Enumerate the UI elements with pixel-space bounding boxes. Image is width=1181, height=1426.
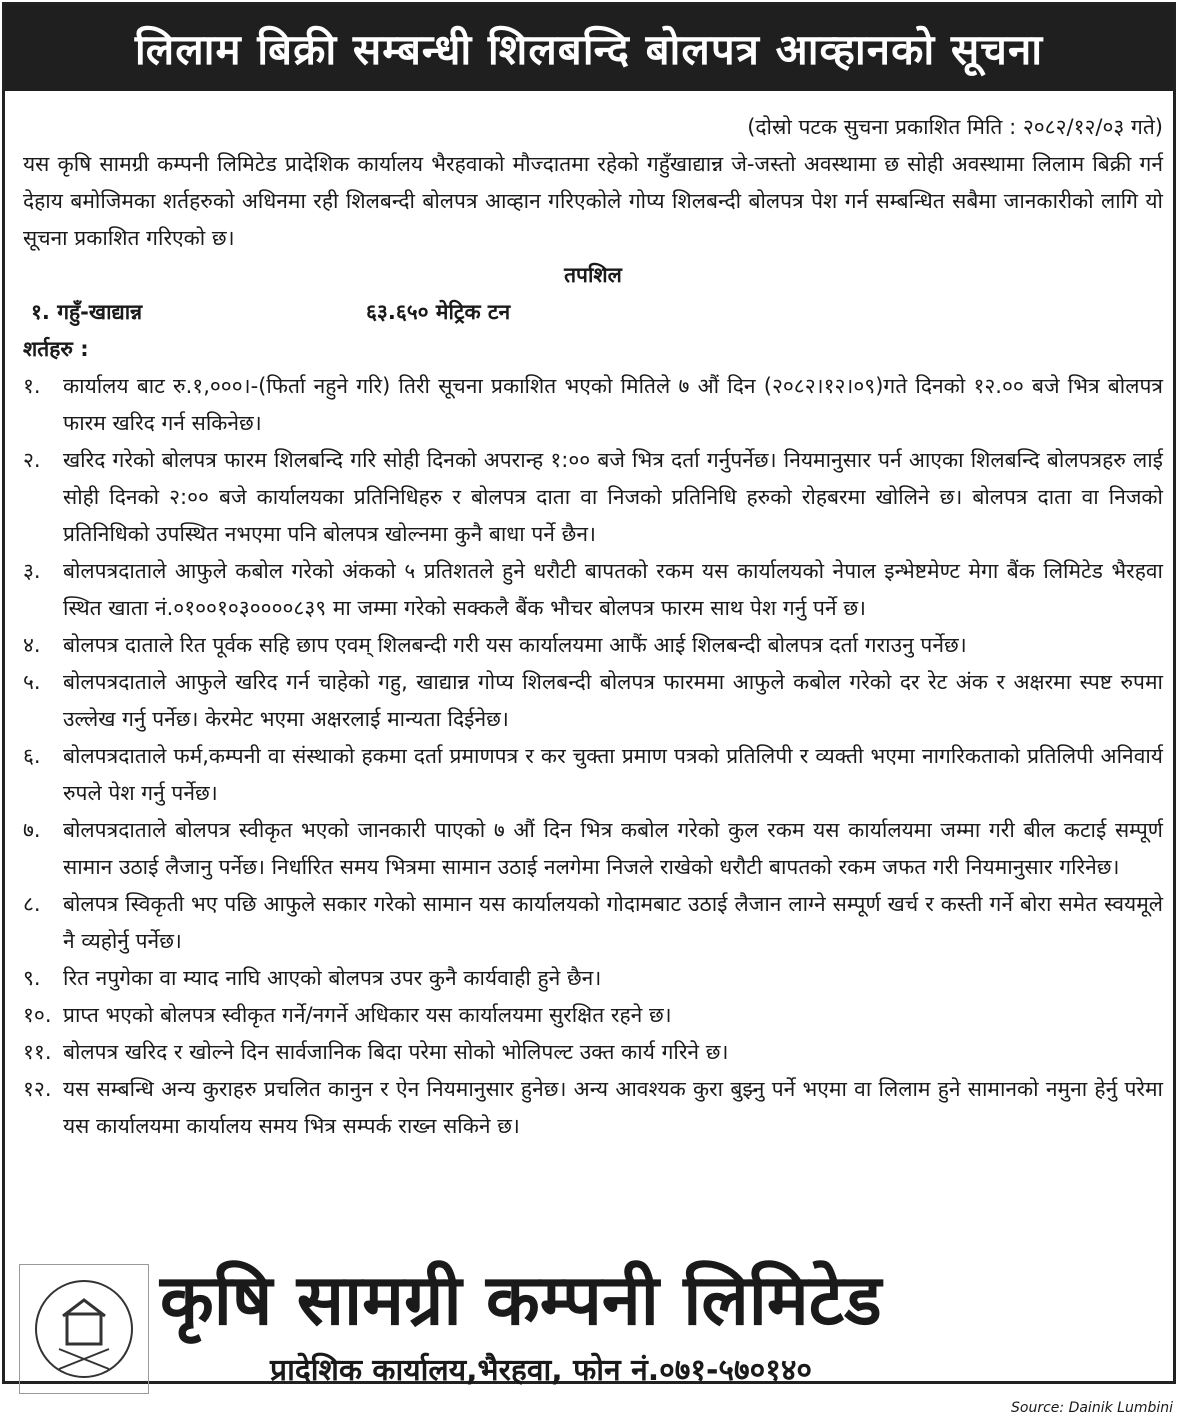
- company-name: कृषि सामग्री कम्पनी लिमिटेड: [160, 1259, 882, 1341]
- publish-date-note: (दोस्रो पटक सुचना प्रकाशित मिति : २०८२/१२/०३ गते): [747, 115, 1163, 139]
- condition-item: [23, 553, 1163, 627]
- condition-item: [23, 1034, 1163, 1071]
- condition-text: खरिद गरेको बोलपत्र फारम शिलबन्दि गरि सोही दिनको अपरान्ह १:०० बजे भित्र दर्ता गर्नुपर्नेछ। नियमानुसार पर्न आएका शिलबन्दि बोलपत्रहरु लाई सोही दिनको २:०० बजे कार्यालयका प्रतिनिधिहरु र बोलपत्र दाता वा निजको प्रतिनिधि हरुको रोहबरमा खोलिने छ। बोलपत्र दाता वा निजको प्रतिनिधिको उपस्थित नभएमा पनि बोलपत्र खोल्नमा कुनै बाधा पर्ने छैन।: [63, 448, 1163, 546]
- source-credit: Source: Dainik Lumbini: [1011, 1400, 1173, 1416]
- condition-text: बोलपत्रदाताले बोलपत्र स्वीकृत भएको जानकारी पाएको ७ औं दिन भित्र कबोल गरेको कुल रकम यस कार्यालयमा जम्मा गरी बील कटाई सम्पूर्ण सामान उठाई लैजानु पर्नेछ। निर्धारित समय भित्रमा सामान उठाई नलगेमा निजले राखेको धरौटी बापतको रकम जफत गरी नियमानुसार गरिनेछ।: [63, 818, 1163, 879]
- notice-body: [23, 109, 1163, 1145]
- condition-number: ३.: [23, 559, 41, 583]
- condition-text: कार्यालय बाट रु.१,०००।-(फिर्ता नहुने गरि) तिरी सूचना प्रकाशित भएको मितिले ७ औं दिन (२०८२।१२।०९)गते दिनको १२.०० बजे भित्र बोलपत्र फारम खरिद गर्न सकिनेछ।: [63, 374, 1163, 435]
- condition-number: ७.: [23, 818, 41, 842]
- footer: [5, 1250, 1173, 1388]
- item-name: १. गहुँ-खाद्यान्न: [31, 300, 143, 324]
- condition-number: ६.: [23, 744, 41, 768]
- condition-number: १.: [23, 374, 41, 398]
- condition-number: ४.: [23, 633, 41, 657]
- condition-text: प्राप्त भएको बोलपत्र स्वीकृत गर्ने/नगर्ने अधिकार यस कार्यालयमा सुरक्षित रहने छ।: [63, 1003, 672, 1027]
- condition-text: यस सम्बन्धि अन्य कुराहरु प्रचलित कानुन र ऐन नियमानुसार हुनेछ। अन्य आवश्यक कुरा बुझ्नु पर्ने भएमा वा लिलाम हुने सामानको नमुना हेर्नु परेमा यस कार्यालयमा कार्यालय समय भित्र सम्पर्क राख्न सकिने छ।: [63, 1077, 1163, 1138]
- condition-text: बोलपत्रदाताले फर्म,कम्पनी वा संस्थाको हकमा दर्ता प्रमाणपत्र र कर चुक्ता प्रमाण पत्रको प्रतिलिपी र व्यक्ती भएमा नागरिकताको प्रतिलिपी अनिवार्य रुपले पेश गर्नु पर्नेछ।: [63, 744, 1163, 805]
- condition-text: बोलपत्र स्विकृती भए पछि आफुले सकार गरेको सामान यस कार्यालयको गोदामबाट उठाई लैजान लाग्ने सम्पूर्ण खर्च र कस्ती गर्ने बोरा समेत स्वयमूले नै व्यहोर्नु पर्नेछ।: [63, 892, 1164, 953]
- schedule-heading: तपशिल: [564, 263, 622, 287]
- item-row: [23, 294, 1163, 331]
- condition-number: १०.: [23, 1003, 52, 1027]
- item-quantity: ६३.६५० मेट्रिक टन: [366, 300, 511, 324]
- intro-paragraph: यस कृषि सामग्री कम्पनी लिमिटेड प्रादेशिक कार्यालय भैरहवाको मौज्दातमा रहेको गहुँखाद्यान्न जे-जस्तो अवस्थामा छ सोही अवस्थामा लिलाम बिक्री गर्न देहाय बमोजिमका शर्तहरुको अधिनमा रही शिलबन्दी बोलपत्र आव्हान गरिएकोले गोप्य शिलबन्दी बोलपत्र पेश गर्न सम्बन्धित सबैमा जानकारीको लागि यो सूचना प्रकाशित गरिएको छ।: [23, 152, 1163, 250]
- condition-text: बोलपत्रदाताले आफुले कबोल गरेको अंकको ५ प्रतिशतले हुने धरौटी बापतको रकम यस कार्यालयको नेपाल इन्भेष्टमेण्ट मेगा बैंक लिमिटेड भैरहवा स्थित खाता नं.०१००१०३००००८३९ मा जम्मा गरेको सक्कलै बैंक भौचर बोलपत्र फारम साथ पेश गर्नु पर्ने छ।: [63, 559, 1163, 620]
- condition-item: [23, 997, 1163, 1034]
- condition-item: [23, 886, 1163, 960]
- condition-item: [23, 1071, 1163, 1145]
- office-contact: प्रादेशिक कार्यालय,भैरहवा, फोन नं.०७१-५७०१४०: [270, 1353, 813, 1388]
- condition-number: ५.: [23, 670, 41, 694]
- condition-text: बोलपत्रदाताले आफुले खरिद गर्न चाहेको गहु, खाद्यान्न गोप्य शिलबन्दी बोलपत्र फारममा आफुले कबोल गरेको दर रेट अंक र अक्षरमा स्पष्ट रुपमा उल्लेख गर्नु पर्नेछ। केरमेट भएमा अक्षरलाई मान्यता दिईनेछ।: [63, 670, 1163, 731]
- condition-item: [23, 368, 1163, 442]
- notice-title: लिलाम बिक्री सम्बन्धी शिलबन्दि बोलपत्र आव्हानको सूचना: [5, 5, 1173, 91]
- condition-number: २.: [23, 448, 41, 472]
- condition-number: १२.: [23, 1077, 52, 1101]
- condition-item: [23, 738, 1163, 812]
- condition-text: बोलपत्र खरिद र खोल्ने दिन सार्वजानिक बिदा परेमा सोको भोलिपल्ट उक्त कार्य गरिने छ।: [63, 1040, 729, 1064]
- condition-item: [23, 442, 1163, 553]
- condition-text: बोलपत्र दाताले रित पूर्वक सहि छाप एवम् शिलबन्दी गरी यस कार्यालयमा आफैं आई शिलबन्दी बोलपत्र दर्ता गराउनु पर्नेछ।: [63, 633, 967, 657]
- condition-item: [23, 664, 1163, 738]
- condition-item: [23, 960, 1163, 997]
- condition-number: ८.: [23, 892, 41, 916]
- company-seal-icon: [19, 1264, 149, 1394]
- condition-number: ९.: [23, 966, 41, 990]
- condition-number: ११.: [23, 1040, 52, 1064]
- conditions-list: [23, 368, 1163, 1145]
- condition-item: [23, 627, 1163, 664]
- conditions-heading: शर्तहरु :: [23, 337, 89, 361]
- notice-frame: [2, 2, 1176, 1388]
- condition-item: [23, 812, 1163, 886]
- condition-text: रित नपुगेका वा म्याद नाघि आएको बोलपत्र उपर कुनै कार्यवाही हुने छैन।: [63, 966, 602, 990]
